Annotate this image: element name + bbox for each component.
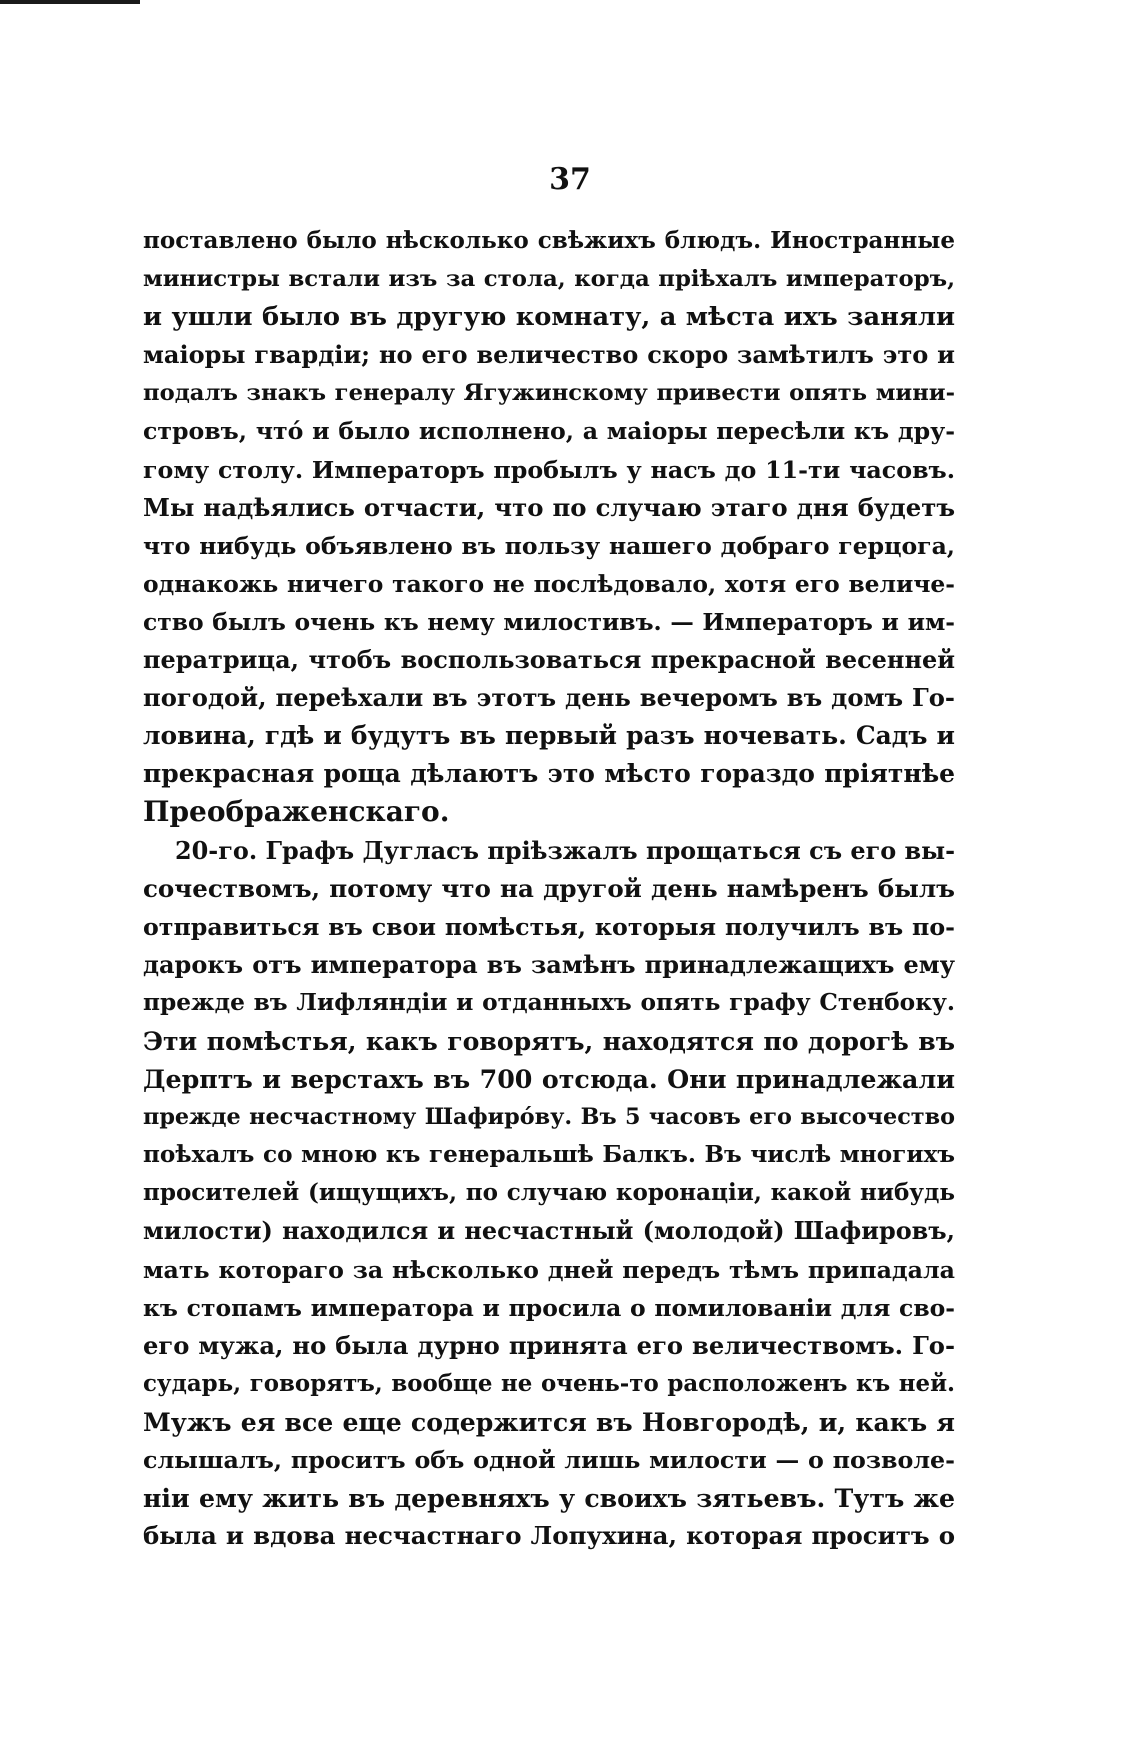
text-line: ператрица, чтобъ воспользоваться прекрасной весенней bbox=[143, 646, 955, 675]
text-line: поставлено было нѣсколько свѣжихъ блюдъ. Иностранные bbox=[143, 227, 955, 254]
text-line: погодой, переѣхали въ этотъ день вечеромъ въ домъ Го- bbox=[143, 683, 955, 713]
text-line: прежде несчастному Шафирóву. Въ 5 часовъ его высочество bbox=[143, 1104, 955, 1131]
text-line: къ стопамъ императора и просила о помилованіи для сво- bbox=[143, 1293, 955, 1322]
page-number: 37 bbox=[549, 162, 591, 197]
text-line: Эти помѣстья, какъ говорятъ, находятся по дорогѣ въ bbox=[143, 1025, 955, 1056]
text-line: 20-го. Графъ Дугласъ пріѣзжалъ прощаться съ его вы- bbox=[175, 836, 956, 865]
text-line: дарокъ отъ императора въ замѣнъ принадлежащихъ ему bbox=[143, 949, 955, 979]
text-line: сочествомъ, потому что на другой день намѣренъ былъ bbox=[143, 873, 955, 903]
text-line: и ушли было въ другую комнату, а мѣста ихъ заняли bbox=[143, 302, 955, 333]
text-line: Дерптъ и верстахъ въ 700 отсюда. Они принадлежали bbox=[143, 1064, 955, 1095]
text-line: стровъ, чтó и было исполнено, а маіоры пересѣли къ дру- bbox=[143, 417, 955, 446]
text-line: отправиться въ свои помѣстья, которыя получилъ въ по- bbox=[143, 912, 955, 941]
text-line: слышалъ, проситъ объ одной лишь милости — о позволе- bbox=[143, 1446, 955, 1474]
text-line: ловина, гдѣ и будутъ въ первый разъ ночевать. Садъ и bbox=[143, 721, 955, 751]
text-line: была и вдова несчастнаго Лопухина, которая проситъ о bbox=[143, 1521, 955, 1551]
text-line: ніи ему жить въ деревняхъ у своихъ зятьевъ. Тутъ же bbox=[143, 1483, 955, 1514]
text-line: просителей (ищущихъ, по случаю коронаціи, какой нибудь bbox=[143, 1179, 955, 1207]
text-line: министры встали изъ за стола, когда пріѣхалъ императоръ, bbox=[143, 266, 955, 293]
text-line: милости) находился и несчастный (молодой) Шафировъ, bbox=[143, 1217, 955, 1246]
text-line: Мужъ ея все еще содержится въ Новгородѣ, и, какъ я bbox=[143, 1406, 955, 1437]
text-line: гому столу. Императоръ пробылъ у насъ до 11-ти часовъ. bbox=[143, 455, 955, 484]
text-line: прежде въ Лифляндіи и отданныхъ опять графу Стенбоку. bbox=[143, 988, 955, 1016]
body-text bbox=[143, 222, 955, 1555]
text-line: что нибудь объявлено въ пользу нашего добраго герцога, bbox=[143, 531, 955, 560]
text-line: подалъ знакъ генералу Ягужинскому привести опять мини- bbox=[143, 380, 955, 407]
text-line: Мы надѣялись отчасти, что по случаю этаго дня будетъ bbox=[143, 492, 955, 522]
text-line: мать котораго за нѣсколько дней передъ тѣмъ припадала bbox=[143, 1255, 955, 1284]
text-line: однакожь ничего такого не послѣдовало, хотя его величе- bbox=[143, 569, 955, 598]
text-line: ство былъ очень къ нему милостивъ. — Императоръ и им- bbox=[143, 607, 955, 636]
scan-edge-mark bbox=[0, 0, 140, 4]
text-line: его мужа, но была дурно принята его величествомъ. Го- bbox=[143, 1330, 955, 1360]
text-line: Преображенскаго. bbox=[143, 795, 450, 829]
text-line: маіоры гвардіи; но его величество скоро замѣтилъ это и bbox=[143, 340, 955, 370]
text-line: прекрасная роща дѣлаютъ это мѣсто гораздо пріятнѣе bbox=[143, 759, 955, 789]
text-line: сударь, говорятъ, вообще не очень-то расположенъ къ ней. bbox=[143, 1370, 955, 1397]
text-line: поѣхалъ со мною къ генеральшѣ Балкъ. Въ числѣ многихъ bbox=[143, 1141, 955, 1169]
